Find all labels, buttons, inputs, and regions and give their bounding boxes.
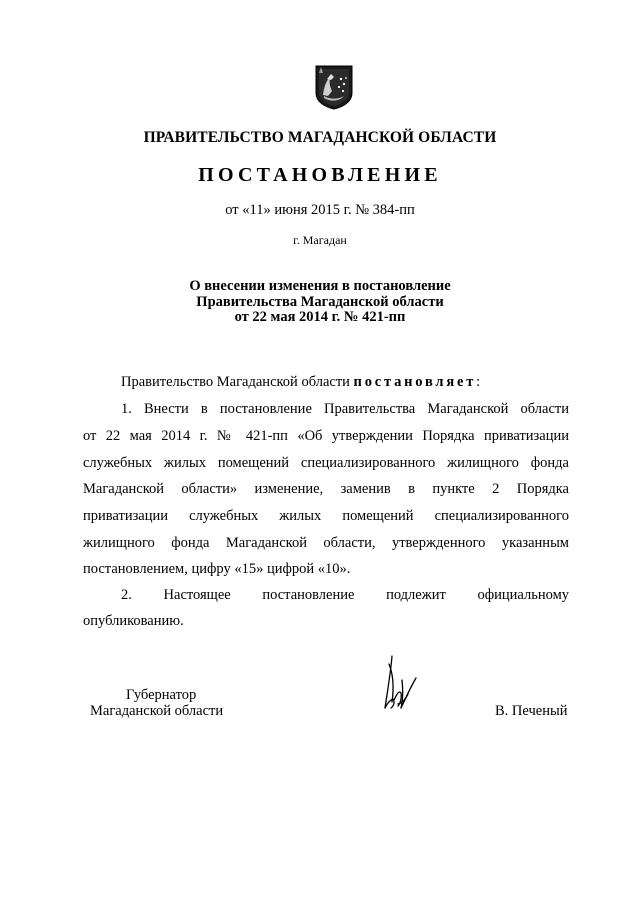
subject-line: О внесении изменения в постановление xyxy=(189,278,451,294)
preamble xyxy=(121,374,480,391)
document-date-number: от «11» июня 2015 г. № 384-пп xyxy=(225,202,415,218)
signatory-name: В. Печеный xyxy=(495,703,568,719)
body-line: опубликованию. xyxy=(83,613,184,629)
body-line: 2. Настоящее постановление подлежит официальному xyxy=(121,587,569,603)
document-place: г. Магадан xyxy=(293,233,347,247)
body-line: от 22 мая 2014 г. № 421-пп «Об утверждении Порядка приватизации xyxy=(83,428,569,444)
signatory-region: Магаданской области xyxy=(90,703,224,719)
body-line: жилищного фонда Магаданской области, утвержденного указанным xyxy=(83,535,569,551)
document-type-heading: ПОСТАНОВЛЕНИЕ xyxy=(198,164,442,186)
organization-title: ПРАВИТЕЛЬСТВО МАГАДАНСКОЙ ОБЛАСТИ xyxy=(143,129,497,146)
body-line: служебных жилых помещений специализированного жилищного фонда xyxy=(83,455,569,471)
preamble-lead: Правительство Магаданской области xyxy=(121,374,354,390)
handwritten-signature-icon xyxy=(376,650,422,720)
subject-line: от 22 мая 2014 г. № 421-пп xyxy=(234,309,406,325)
body-line: постановлением, цифру «15» цифрой «10». xyxy=(83,561,351,577)
subject-line: Правительства Магаданской области xyxy=(196,293,444,310)
preamble-decree-word: постановляет xyxy=(353,374,477,390)
document-subject xyxy=(0,279,640,326)
preamble-colon: : xyxy=(476,374,481,390)
body-line: 1. Внести в постановление Правительства Магаданской области xyxy=(121,401,569,417)
coat-of-arms-icon xyxy=(315,65,353,110)
signatory-position: Губернатор xyxy=(126,687,197,703)
body-line: приватизации служебных жилых помещений специализированного xyxy=(83,508,569,524)
body-line: Магаданской области» изменение, заменив в пункте 2 Порядка xyxy=(83,481,569,497)
